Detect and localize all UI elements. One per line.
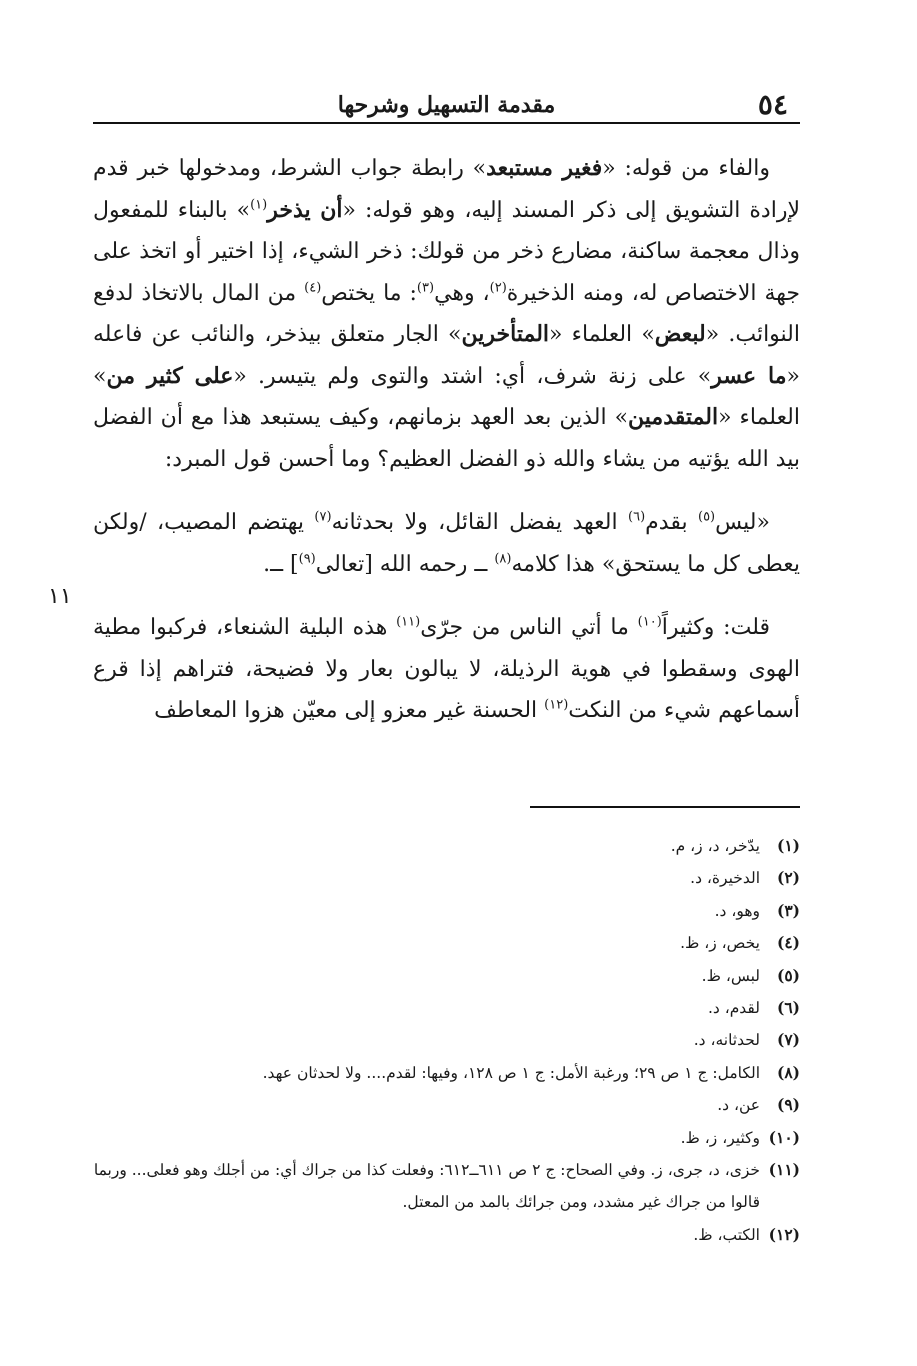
footnote-text: وكثير، ز، ظ. [680, 1128, 760, 1147]
footnote-number: (١١) [768, 1160, 800, 1180]
page-header [93, 86, 800, 124]
footnote [93, 927, 800, 959]
quoted-term: المتأخرين [461, 321, 550, 347]
footnote-number: (٥) [776, 965, 800, 985]
footnote [93, 960, 800, 992]
footnote-reference: (٧) [314, 509, 332, 525]
footnote-text: خزى، د، جرى، ز. وفي الصحاح: ج ٢ ص ٦١١ــ٦١٢: وفعلت كذا من جراك أي: من أجلك وهو فعلى... وربما قالوا من جراك غير مشدد، ومن جرائك بالمد من المعتل. [93, 1161, 760, 1212]
footnote-number: (٧) [776, 1030, 800, 1050]
footnote [93, 1122, 800, 1154]
quoted-term: أن يذخر [267, 196, 343, 223]
footnote-number: (١٢) [768, 1224, 800, 1244]
text-run: العهد يفضل القائل، ولا بحدثانه [331, 510, 629, 535]
footnote-reference: (٣) [416, 280, 435, 296]
footnote-reference: (١) [250, 197, 268, 213]
running-title: مقدمة التسهيل وشرحها [337, 92, 556, 118]
footnotes [93, 830, 800, 1251]
footnote-reference: (٦) [628, 509, 646, 525]
text-run: يهتضم المصيب، /ولكن يعطى كل ما يستحق» هذا كلامه [93, 510, 800, 577]
text-run: والفاء من قوله: « [602, 156, 770, 181]
footnote-number: (٣) [776, 900, 800, 920]
footnote [93, 1024, 800, 1056]
page-number: ٥٤ [757, 88, 788, 121]
footnote [93, 1219, 800, 1251]
text-run: » الجار متعلق بيذخر، والنائب عن فاعله « [93, 322, 800, 389]
footnote-reference: (٤) [304, 280, 322, 296]
quoted-term: ما عسر [711, 362, 787, 389]
paragraph-3 [93, 607, 800, 732]
footnote [93, 992, 800, 1024]
text-run: هذه البلية الشنعاء، فركبوا مطية الهوى وسقطوا في هوية الرذيلة، لا يبالون بعار ولا فضيحة، فتراهم إذا قرع أسماعهم شيء من النكت [93, 615, 800, 723]
text-run: الحسنة غير معزو إلى معيّن هزوا المعاطف [154, 698, 545, 723]
footnote-number: (٢) [776, 868, 800, 888]
text-run: » على زنة شرف، أي: اشتد والتوى ولم يتيسر. « [233, 363, 712, 389]
quoted-term: على كثير من [106, 362, 234, 389]
footnote-separator [530, 806, 800, 808]
footnote-text: الكتب، ظ. [693, 1225, 760, 1244]
footnote-reference: (١١) [396, 614, 421, 630]
footnote-reference: (٢) [489, 280, 507, 296]
footnote-number: (٨) [776, 1062, 800, 1082]
text-run: » بالبناء للمفعول وذال معجمة ساكنة، مضارع ذخر من قولك: ذخر الشيء، إذا اختير أو اتخذ على جهة الاختصاص له، ومنه الذخيرة [93, 197, 800, 306]
main-text [93, 148, 800, 732]
paragraph-2 [93, 502, 800, 585]
quoted-term: لبعض [654, 321, 706, 347]
footnote-text: لحدثانه، د. [693, 1031, 760, 1050]
footnote-text: الدخيرة، د. [690, 869, 760, 888]
footnote-reference: (١٠) [637, 614, 662, 630]
footnote [93, 1057, 800, 1089]
footnote-text: يدّخر، د، ز، م. [670, 837, 760, 855]
footnote-reference: (٥) [697, 509, 716, 525]
footnote-reference: (٩) [298, 551, 316, 567]
text-run: ما أتي الناس من جرّى [420, 615, 638, 640]
text-run: ] ــ. [263, 551, 299, 577]
text-run: : ما يختص [321, 280, 417, 306]
manuscript-folio-marker: ١١ [48, 584, 72, 609]
quoted-term: فغير مستبعد [486, 155, 603, 181]
quoted-term: المتقدمين [628, 404, 719, 430]
footnote-text: وهو، د. [714, 901, 760, 920]
footnote-number: (١) [776, 836, 800, 855]
footnote-number: (٤) [776, 933, 800, 953]
text-run: «ليس [715, 510, 770, 535]
footnote-number: (١٠) [768, 1127, 800, 1147]
footnote [93, 830, 800, 862]
footnote-reference: (٨) [494, 551, 512, 567]
footnote-text: يخص، ز، ظ. [680, 934, 760, 953]
text-run: ــ رحمه الله [تعالى [315, 551, 495, 577]
footnote-number: (٦) [776, 998, 800, 1018]
footnote-number: (٩) [776, 1095, 800, 1115]
text-run: ، وهي [434, 280, 490, 306]
text-run: » الذين بعد العهد بزمانهم، وكيف يستبعد هذا مع أن الفضل بيد الله يؤتيه من يشاء والله ذو الفضل العظيم؟ وما أحسن قول المبرد: [93, 405, 800, 472]
footnote-text: عن، د. [717, 1096, 760, 1115]
footnote [93, 895, 800, 927]
footnote-text: لقدم، د. [707, 999, 760, 1018]
footnote-text: الكامل: ج ١ ص ٢٩؛ ورغبة الأمل: ج ١ ص ١٢٨، وفيها: لقدم.... ولا لحدثان عهد. [262, 1063, 760, 1082]
text-run: » رابطة جواب الشرط، ومدخولها خبر قدم لإرادة التشويق إلى ذكر المسند إليه، وهو قوله: « [93, 156, 800, 223]
paragraph-1 [93, 148, 800, 480]
footnote [93, 862, 800, 894]
header-rule [93, 122, 800, 124]
text-run: » العلماء « [93, 363, 800, 430]
footnote-text: لبس، ظ. [701, 966, 760, 985]
text-run: بقدم [645, 510, 698, 535]
text-run: » العلماء « [549, 322, 655, 347]
footnote-reference: (١٢) [544, 697, 569, 713]
text-run: من المال بالاتخاذ لدفع النوائب. « [93, 280, 800, 347]
footnote [93, 1089, 800, 1121]
text-run: قلت: وكثيراً [661, 615, 770, 640]
footnote [93, 1154, 800, 1219]
